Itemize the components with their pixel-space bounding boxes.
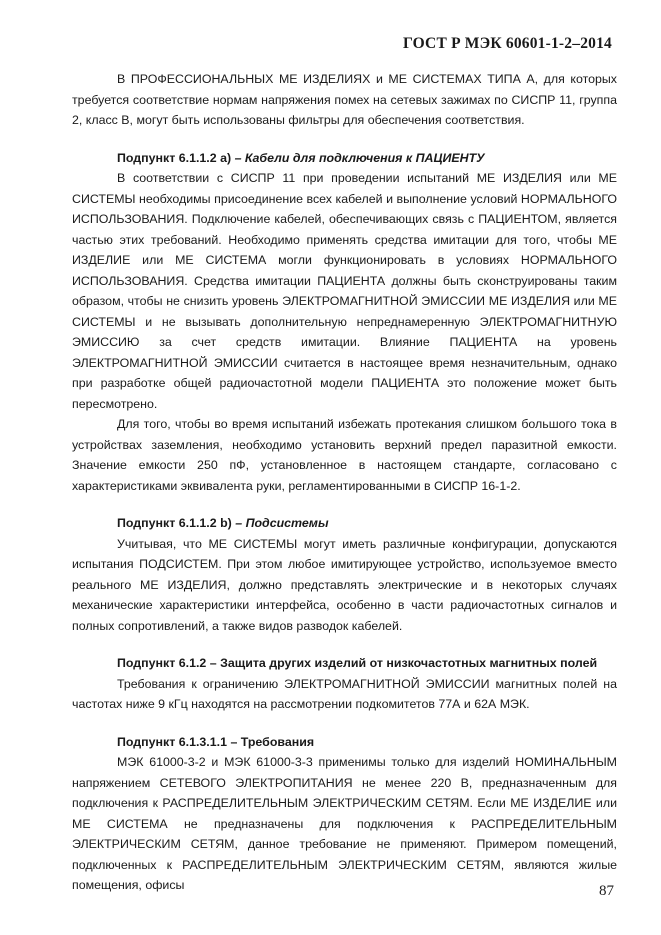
section-heading-prefix: Подпункт 6.1.1.2 а) [117,150,232,165]
section-6-1-2 [72,653,617,715]
paragraph: МЭК 61000-3-2 и МЭК 61000-3-3 применимы только для изделий НОМИНАЛЬНЫМ напряжением СЕТЕВОГО ЭЛЕКТРОПИТАНИЯ не менее 220 В, предназначенным для подключения к РАСПРЕДЕЛИТЕЛЬНЫМ ЭЛЕКТРИЧЕСКИМ СЕТЯМ. Если МЕ ИЗДЕЛИЕ или МЕ СИСТЕМА не предназначены для подключения к РАСПРЕДЕЛИТЕЛЬНЫМ ЭЛЕКТРИЧЕСКИМ СЕТЯМ, данное требование не применяют. Примером помещений, подключенных к РАСПРЕДЕЛИТЕЛЬНЫМ ЭЛЕКТРИЧЕСКИМ СЕТЯМ, являются жилые помещения, офисы [72,755,617,892]
document-body [72,69,617,896]
section-heading [72,653,617,674]
section-heading-prefix: Подпункт 6.1.2 [117,656,207,670]
section-heading-prefix: Подпункт 6.1.3.1.1 [117,734,227,749]
section-heading-title: – Подсистемы [235,516,329,530]
paragraph: Учитывая, что МЕ СИСТЕМЫ могут иметь различные конфигурации, допускаются испытания ПОДСИСТЕМ. При этом любое имитирующее устройство, используемое вместо реального МЕ ИЗДЕЛИЯ, должно представлять электрические и в некоторых случаях механические характеристики интерфейса, особенно в части радиочастотных сигналов и полных сопротивлений, а также видов разводок кабелей. [72,536,617,633]
section-6-1-3-1-1 [72,732,617,896]
paragraph: Требования к ограничению ЭЛЕКТРОМАГНИТНОЙ ЭМИССИИ магнитных полей на частотах ниже 9 кГц находятся на рассмотрении подкомитетов 77А и 62А МЭК. [72,676,617,711]
section-heading-prefix: Подпункт 6.1.1.2 b) [117,516,232,530]
page-number: 87 [599,883,614,899]
section-6-1-1-2-b [72,513,617,636]
section-heading-title: – Защита других изделий от низкочастотных магнитных полей [209,656,598,670]
section-heading [72,148,617,169]
section-6-1-1-2-a [72,148,617,497]
paragraph: Для того, чтобы во время испытаний избежать протекания слишком большого тока в устройствах заземления, необходимо установить верхний предел паразитной емкости. Значение емкости 250 пФ, установленное в настоящем стандарте, согласовано с характеристиками эквивалента руки, регламентированными в СИСПР 16-1-2. [72,417,617,493]
section-heading-title: – Кабели для подключения к ПАЦИЕНТУ [234,150,485,165]
document-header: ГОСТ Р МЭК 60601-1-2–2014 [402,35,612,52]
section-heading-title: – Требования [230,734,315,749]
section-heading [72,513,617,534]
section-heading [72,732,617,753]
paragraph: В соответствии с СИСПР 11 при проведении испытаний МЕ ИЗДЕЛИЯ или МЕ СИСТЕМЫ необходимы присоединение всех кабелей и выполнение условий НОРМАЛЬНОГО ИСПОЛЬЗОВАНИЯ. Подключение кабелей, обеспечивающих связь с ПАЦИЕНТОМ, является частью этих требований. Необходимо применять средства имитации для того, чтобы МЕ ИЗДЕЛИЕ или МЕ СИСТЕМА могли функционировать в условиях НОРМАЛЬНОГО ИСПОЛЬЗОВАНИЯ. Средства имитации ПАЦИЕНТА должны быть сконструированы таким образом, чтобы не снизить уровень ЭЛЕКТРОМАГНИТНОЙ ЭМИССИИ МЕ ИЗДЕЛИЯ или МЕ СИСТЕМЫ и не вызывать дополнительную непреднамеренную ЭЛЕКТРОМАГНИТНУЮ ЭМИССИЮ за счет средств имитации. Влияние ПАЦИЕНТА на уровень ЭЛЕКТРОМАГНИТНОЙ ЭМИССИИ считается в настоящее время незначительным, однако при разработке общей радиочастотной модели ПАЦИЕНТА это положение может быть пересмотрено. [72,171,617,411]
intro-paragraph: В ПРОФЕССИОНАЛЬНЫХ МЕ ИЗДЕЛИЯХ и МЕ СИСТЕМАХ ТИПА А, для которых требуется соответствие нормам напряжения помех на сетевых зажимах по СИСПР 11, группа 2, класс В, могут быть использованы фильтры для обеспечения соответствия. [72,72,617,127]
